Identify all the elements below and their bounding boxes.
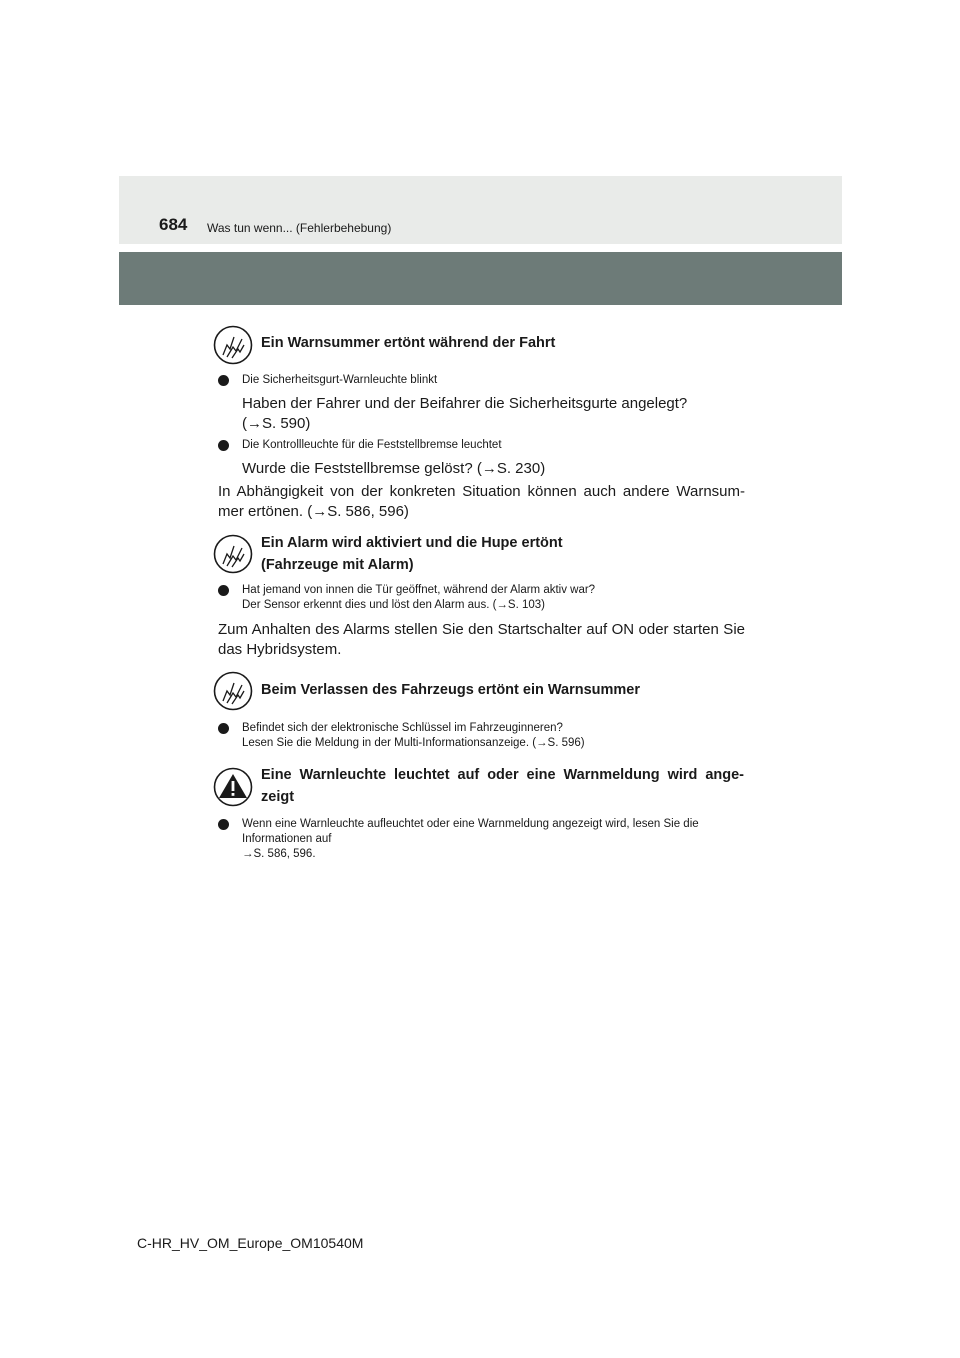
section-title: Was tun wenn... (Fehlerbehebung) — [207, 221, 392, 235]
document-code: C-HR_HV_OM_Europe_OM10540M — [137, 1235, 364, 1251]
bullet-icon — [218, 585, 229, 596]
list-item: Wenn eine Warnleuchte aufleuchtet oder eine Warnmeldung angezeigt wird, lesen Sie die Informationen auf →S. 586, 596. — [218, 817, 745, 862]
section-heading: Eine Warnleuchte leuchtet auf oder eine Warnmeldung wird ange-zeigt — [261, 767, 744, 805]
lightning-circle-icon — [213, 325, 253, 365]
bullet-icon — [218, 819, 229, 830]
bullet-icon — [218, 440, 229, 451]
section-heading: Ein Warnsummer ertönt während der Fahrt — [261, 335, 556, 351]
list-item: Hat jemand von innen die Tür geöffnet, während der Alarm aktiv war? Der Sensor erkennt dies und löst den Alarm aus. (→S. 103) — [218, 583, 745, 613]
lightning-circle-icon — [213, 534, 253, 574]
bullet-icon — [218, 375, 229, 386]
bullet-icon — [218, 723, 229, 734]
list-item: Die Sicherheitsgurt-Warnleuchte blinkt — [218, 373, 745, 388]
section-heading: Ein Alarm wird aktiviert und die Hupe ertönt (Fahrzeuge mit Alarm) — [261, 535, 563, 573]
list-item: Die Kontrollleuchte für die Feststellbremse leuchtet — [218, 438, 745, 453]
warning-triangle-icon — [213, 767, 253, 807]
paragraph: Zum Anhalten des Alarms stellen Sie den Startschalter auf ON oder starten Sie das Hybridsystem. — [218, 621, 745, 658]
paragraph: In Abhängigkeit von der konkreten Situation können auch andere Warnsum-mer ertönen. (→S. 586, 596) — [218, 483, 745, 520]
lightning-circle-icon — [213, 671, 253, 711]
answer-text: Haben der Fahrer und der Beifahrer die Sicherheitsgurte angelegt? (→S. 590) — [242, 395, 688, 432]
section-heading: Beim Verlassen des Fahrzeugs ertönt ein Warnsummer — [261, 682, 641, 698]
page-number: 684 — [159, 215, 188, 234]
header-band — [119, 252, 842, 305]
answer-text: Wurde die Feststellbremse gelöst? (→S. 230) — [242, 460, 546, 477]
list-item: Befindet sich der elektronische Schlüssel im Fahrzeuginneren? Lesen Sie die Meldung in der Multi-Informationsanzeige. (→S. 596) — [218, 721, 745, 751]
